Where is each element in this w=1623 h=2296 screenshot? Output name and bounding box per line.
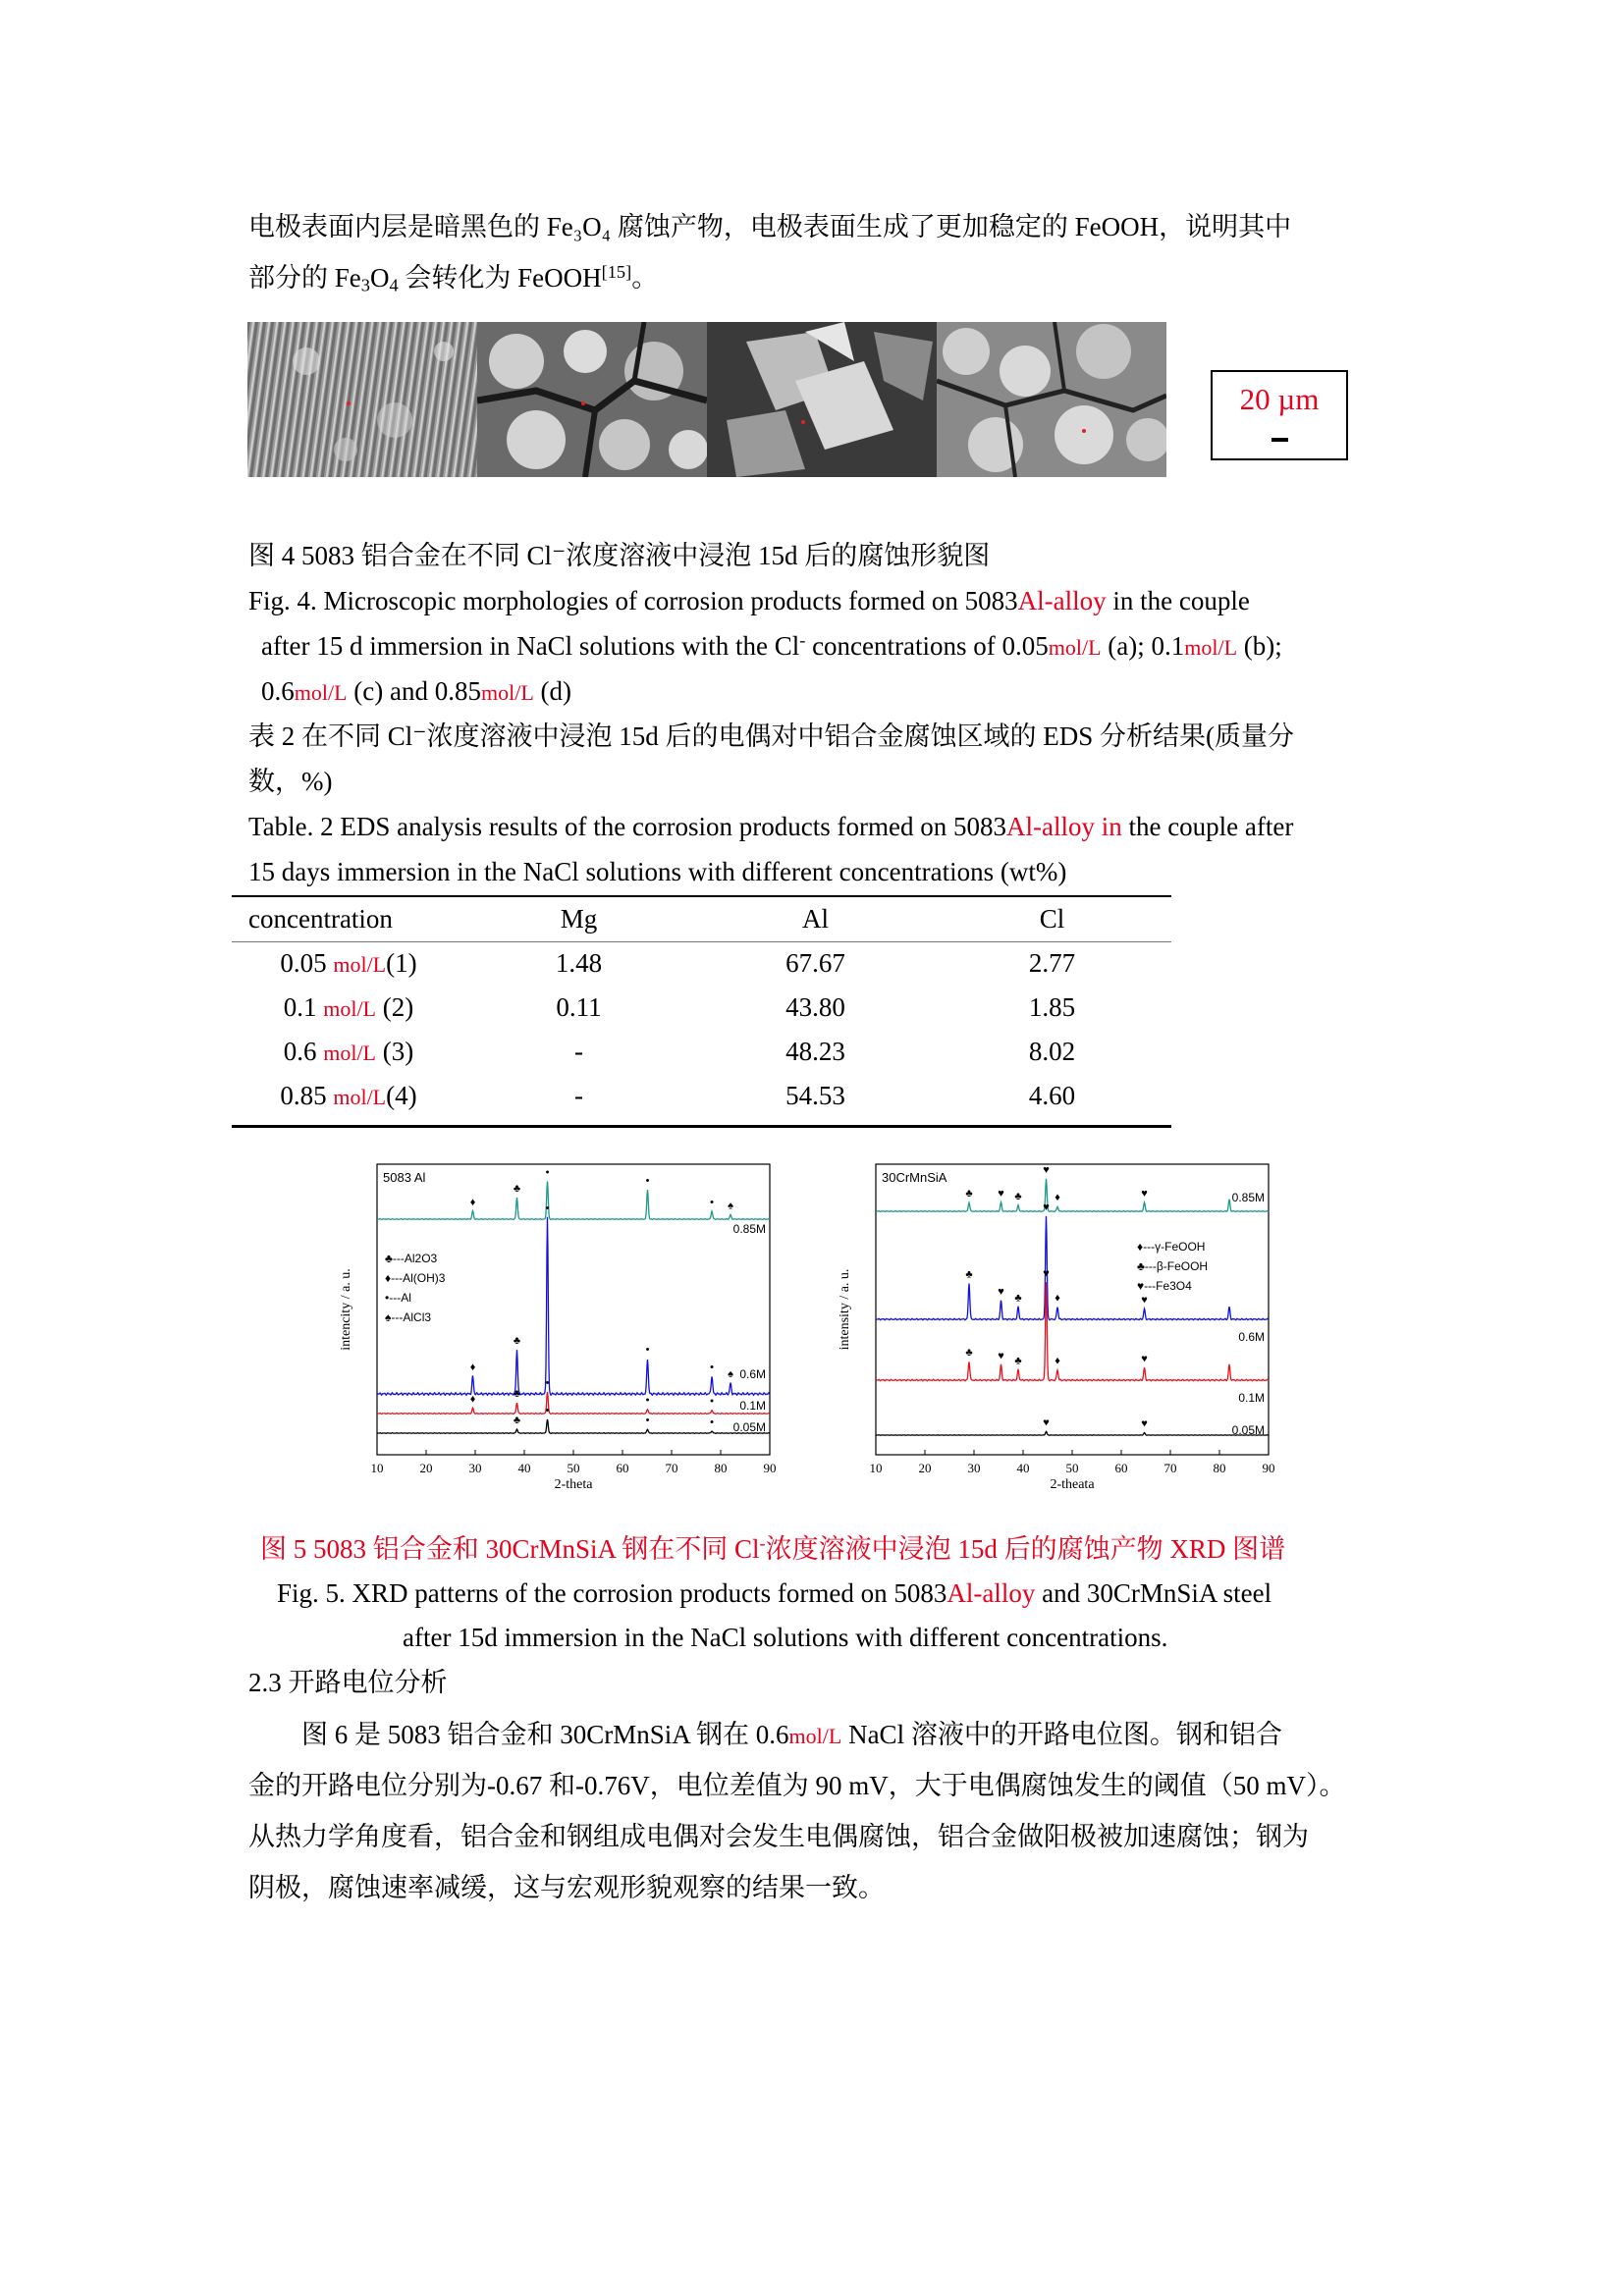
legend-entry: ♣---β-FeOOH xyxy=(1137,1259,1209,1273)
peak-marker: ♦ xyxy=(469,1393,476,1406)
caption-unit: mol/L xyxy=(1048,635,1102,660)
table-cell: 0.11 xyxy=(556,992,602,1022)
peak-marker: ♥ xyxy=(998,1350,1004,1362)
series-label: 0.1M xyxy=(1238,1391,1265,1405)
peak-marker: • xyxy=(710,1395,714,1408)
peak-marker: ♦ xyxy=(1055,1192,1060,1204)
x-tick-label: 30 xyxy=(967,1461,981,1475)
caption-text-highlight: Al-alloy in xyxy=(1005,812,1122,841)
table-header: Al xyxy=(801,904,829,934)
x-tick-label: 80 xyxy=(1213,1461,1226,1475)
paragraph-line: 金的开路电位分别为-0.67 和-0.76V，电位差值为 90 mV，大于电偶腐蚀发生的阈值（50 mV）。 xyxy=(248,1771,1346,1800)
caption-text: Fig. 5. XRD patterns of the corrosion products formed on 5083 xyxy=(277,1578,947,1608)
chart-title: 5083 Al xyxy=(383,1170,426,1185)
table-cell: 1.85 xyxy=(1028,992,1076,1022)
peak-marker: ♥ xyxy=(1043,1201,1050,1213)
peak-marker: ♥ xyxy=(1043,1416,1050,1429)
x-tick-label: 10 xyxy=(370,1461,384,1475)
table-row xyxy=(232,1074,1170,1118)
peak-marker: • xyxy=(710,1196,714,1208)
paragraph-text: 。 xyxy=(631,263,659,293)
peak-marker: ♥ xyxy=(998,1188,1004,1200)
legend-entry: ♦---Al(OH)3 xyxy=(385,1271,446,1285)
caption-text: 图 5 5083 铝合金和 30CrMnSiA 钢在不同 Cl xyxy=(260,1534,760,1564)
sem-image-a xyxy=(247,322,477,477)
peak-marker: • xyxy=(645,1415,650,1426)
legend-entry: ♥---Fe3O4 xyxy=(1137,1279,1192,1293)
x-tick-label: 70 xyxy=(1163,1461,1177,1475)
peak-marker: ♣ xyxy=(1014,1191,1022,1202)
table-row xyxy=(232,941,1170,986)
peak-marker: ♥ xyxy=(1141,1188,1148,1200)
paragraph-line xyxy=(301,1712,1282,1759)
table-row xyxy=(232,986,1170,1030)
x-tick-label: 90 xyxy=(763,1461,777,1475)
peak-marker: ♣ xyxy=(965,1347,973,1360)
paragraph-line: 从热力学角度看，铝合金和钢组成电偶对会发生电偶腐蚀，铝合金做阳极被加速腐蚀；钢为 xyxy=(248,1822,1309,1851)
table-row xyxy=(232,1030,1170,1074)
x-tick-label: 40 xyxy=(1016,1461,1030,1475)
table-cell: - xyxy=(573,1081,583,1110)
peak-marker: • xyxy=(710,1416,714,1428)
table-cell: 67.67 xyxy=(785,948,845,978)
caption-text: (b); xyxy=(1237,631,1282,661)
figure-caption-en: after 15d immersion in the NaCl solutions with different concentrations. xyxy=(403,1623,1168,1652)
peak-marker: ♣ xyxy=(965,1188,973,1200)
peak-marker: ♦ xyxy=(469,1362,476,1373)
peak-marker: ♥ xyxy=(1043,1267,1050,1280)
paragraph-text: O xyxy=(369,263,390,293)
sem-image-b xyxy=(477,322,707,477)
scale-bar xyxy=(1271,438,1288,442)
x-tick-label: 20 xyxy=(419,1461,433,1475)
figure-caption-cn: 图 5 5083 铝合金和 30CrMnSiA 钢在不同 Cl-浓度溶液中浸泡 15d 后的腐蚀产物 XRD 图谱 xyxy=(260,1532,1286,1564)
xrd-chart-al xyxy=(334,1150,785,1504)
x-axis-label: 2-theata xyxy=(1050,1477,1095,1492)
scale-bar-box xyxy=(1211,370,1348,460)
legend-entry: •---Al xyxy=(385,1291,411,1305)
paragraph-line: 阴极，腐蚀速率减缓，这与宏观形貌观察的结果一致。 xyxy=(248,1873,885,1902)
peak-marker: ♦ xyxy=(469,1196,476,1208)
table-caption-en xyxy=(248,804,1293,849)
table-header: concentration xyxy=(248,904,393,934)
peak-marker: ♣ xyxy=(513,1335,521,1347)
figure-caption-cn: 图 4 5083 铝合金在不同 Cl⁻浓度溶液中浸泡 15d 后的腐蚀形貌图 xyxy=(248,541,991,570)
peak-marker: ♦ xyxy=(1055,1355,1060,1367)
caption-text: and 30CrMnSiA steel xyxy=(1035,1578,1272,1608)
caption-text: (a); 0.1 xyxy=(1101,631,1185,661)
peak-marker: ♥ xyxy=(998,1286,1004,1299)
caption-text: (c) and 0.85 xyxy=(347,676,481,706)
peak-marker: ♣ xyxy=(513,1183,521,1195)
caption-text: 0.6 xyxy=(261,676,295,706)
caption-unit: mol/L xyxy=(480,680,534,705)
xrd-chart-steel xyxy=(833,1150,1284,1504)
caption-unit: mol/L xyxy=(1184,635,1238,660)
x-tick-label: 80 xyxy=(714,1461,728,1475)
caption-text-highlight: Al-alloy xyxy=(947,1578,1036,1608)
caption-text: 浓度溶液中浸泡 15d 后的腐蚀产物 XRD 图谱 xyxy=(765,1534,1286,1564)
series-label: 0.05M xyxy=(732,1420,766,1434)
table-caption-cn: 数，%) xyxy=(248,767,333,796)
x-tick-label: 70 xyxy=(665,1461,678,1475)
sem-image-c xyxy=(707,322,937,477)
caption-text: Fig. 4. Microscopic morphologies of corrosion products formed on 5083 xyxy=(248,586,1018,615)
x-tick-label: 10 xyxy=(869,1461,883,1475)
peak-marker: ♣ xyxy=(513,1415,521,1426)
caption-text: concentrations of 0.05 xyxy=(805,631,1049,661)
peak-marker: • xyxy=(545,1202,550,1214)
peak-marker: • xyxy=(710,1362,714,1373)
table-cell: 43.80 xyxy=(785,992,845,1022)
peak-marker: ♣ xyxy=(965,1268,973,1281)
peak-marker: ♣ xyxy=(1014,1292,1022,1305)
x-tick-label: 30 xyxy=(468,1461,482,1475)
paragraph-unit: mol/L xyxy=(788,1724,842,1748)
table-cell: 1.48 xyxy=(555,948,603,978)
series-line-0.1M xyxy=(876,1282,1269,1381)
table-cell: 48.23 xyxy=(785,1037,845,1066)
paragraph-line xyxy=(248,204,1291,249)
y-axis-label: intensity / a. u. xyxy=(838,1268,852,1351)
peak-marker: ♥ xyxy=(1043,1164,1050,1176)
caption-text: after 15 d immersion in NaCl solutions with the Cl xyxy=(261,631,800,661)
figure-caption-en xyxy=(248,578,1250,623)
x-axis-label: 2-theta xyxy=(554,1477,593,1492)
peak-marker: • xyxy=(645,1394,650,1407)
series-label: 0.05M xyxy=(1231,1423,1265,1437)
table-cell: 0.1 mol/L (2) xyxy=(283,992,414,1022)
table-bottom-rule xyxy=(232,1125,1171,1128)
peak-marker: ♣ xyxy=(513,1388,521,1400)
caption-text: the couple after xyxy=(1121,812,1294,841)
paragraph-line: 部分的 $Fe_3O_4$ 会转化为 FeOOH[15]。 xyxy=(248,261,659,295)
sem-image-d xyxy=(937,322,1166,477)
peak-marker: ♥ xyxy=(1141,1353,1148,1365)
paragraph-text: NaCl 溶液中的开路电位图。钢和铝合 xyxy=(841,1720,1282,1749)
paragraph-text: 部分的 Fe xyxy=(248,263,361,293)
figure-caption-en xyxy=(261,668,571,716)
table-cell: 2.77 xyxy=(1028,948,1076,978)
table-cell: 0.6 mol/L (3) xyxy=(283,1037,414,1066)
x-tick-label: 90 xyxy=(1262,1461,1275,1475)
peak-marker: • xyxy=(545,1166,550,1179)
peak-marker: ♦ xyxy=(1055,1292,1060,1305)
peak-marker: ♣ xyxy=(1014,1355,1022,1367)
series-label: 0.85M xyxy=(732,1222,766,1236)
section-heading: 2.3 开路电位分析 xyxy=(248,1668,448,1697)
caption-text-highlight: Al-alloy xyxy=(1017,586,1107,615)
eds-table xyxy=(232,897,1170,1118)
table-cell: - xyxy=(573,1037,583,1066)
x-tick-label: 40 xyxy=(517,1461,531,1475)
table-cell: 8.02 xyxy=(1028,1037,1076,1066)
figure-caption-en xyxy=(277,1571,1271,1616)
x-tick-label: 50 xyxy=(1065,1461,1079,1475)
table-cell: 54.53 xyxy=(785,1081,845,1110)
table-cell: 0.85 mol/L(4) xyxy=(280,1081,417,1110)
caption-unit: mol/L xyxy=(294,680,348,705)
table-caption-cn: 表 2 在不同 Cl⁻浓度溶液中浸泡 15d 后的电偶对中铝合金腐蚀区域的 EDS 分析结果(质量分 xyxy=(248,721,1295,751)
series-line-0.6M xyxy=(876,1216,1269,1320)
paragraph-text: 图 6 是 5083 铝合金和 30CrMnSiA 钢在 0.6 xyxy=(301,1720,789,1749)
plot-frame xyxy=(876,1164,1269,1455)
peak-marker: ♠ xyxy=(728,1200,733,1212)
table-header: Mg xyxy=(560,904,598,934)
chart-title: 30CrMnSiA xyxy=(882,1170,947,1185)
scale-bar-label: 20 µm xyxy=(1239,382,1320,416)
table-cell: 4.60 xyxy=(1028,1081,1076,1110)
x-tick-label: 50 xyxy=(567,1461,580,1475)
paragraph-text: 电极表面内层是暗黑色的 Fe₃O₄ 腐蚀产物，电极表面生成了更加稳定的 FeOOH，说明其中 xyxy=(248,212,1292,241)
table-header-row xyxy=(232,897,1170,941)
table-header: Cl xyxy=(1039,904,1065,934)
table-cell: 0.05 mol/L(1) xyxy=(280,948,417,978)
x-tick-label: 60 xyxy=(1114,1461,1128,1475)
peak-marker: ♥ xyxy=(1141,1294,1148,1307)
caption-text: (d) xyxy=(533,676,571,706)
series-label: 0.6M xyxy=(1238,1330,1265,1344)
series-label: 0.6M xyxy=(739,1367,766,1381)
peak-marker: • xyxy=(645,1344,650,1356)
peak-marker: • xyxy=(545,1405,550,1416)
paragraph-text: 会转化为 FeOOH xyxy=(398,263,602,293)
peak-marker: • xyxy=(645,1174,650,1187)
series-label: 0.85M xyxy=(1231,1191,1265,1204)
legend-entry: ♣---Al2O3 xyxy=(385,1252,438,1265)
citation[interactable]: [15] xyxy=(601,261,632,282)
y-axis-label: intencity / a. u. xyxy=(339,1268,353,1351)
caption-text: in the couple xyxy=(1106,586,1250,615)
figure-caption-en: after 15 d immersion in NaCl solutions with the Cl- concentrations of 0.05mol/L (a); 0.1mol/L (b); xyxy=(261,629,1282,661)
caption-text: Table. 2 EDS analysis results of the corrosion products formed on 5083 xyxy=(248,812,1006,841)
peak-marker: ♥ xyxy=(1141,1417,1148,1430)
series-label: 0.1M xyxy=(739,1399,766,1413)
table-caption-en: 15 days immersion in the NaCl solutions with different concentrations (wt%) xyxy=(248,857,1067,886)
peak-marker: ♠ xyxy=(728,1368,733,1381)
legend-entry: ♦---γ-FeOOH xyxy=(1137,1240,1206,1254)
x-tick-label: 60 xyxy=(616,1461,629,1475)
legend-entry: ♠---AlCl3 xyxy=(385,1310,432,1324)
series-line-0.05M xyxy=(876,1431,1269,1435)
peak-marker: • xyxy=(545,1377,550,1389)
x-tick-label: 20 xyxy=(918,1461,932,1475)
